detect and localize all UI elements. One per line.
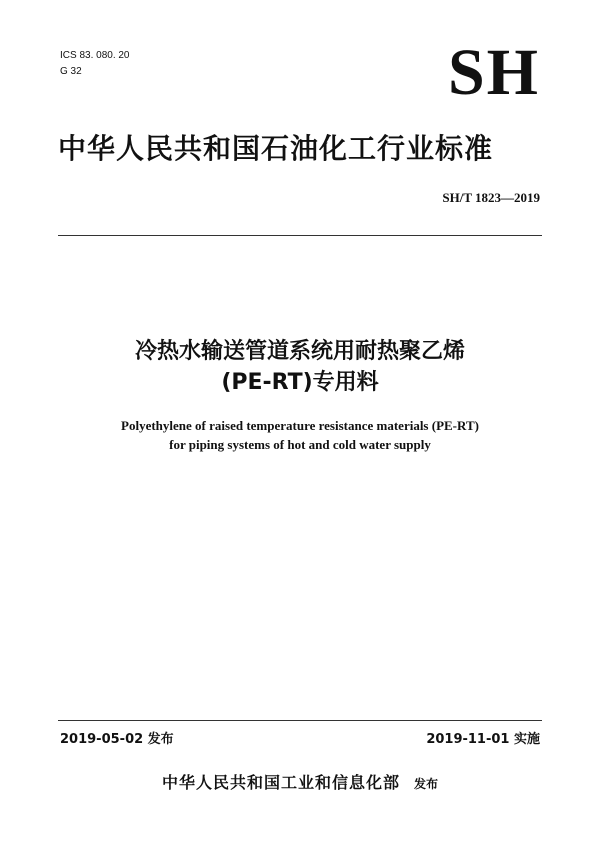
standard-number: SH/T 1823—2019 [442, 190, 540, 205]
document-title-cn-line2: (PE-RT)专用料 [221, 370, 379, 395]
document-title-en-line2: for piping systems of hot and cold water supply [169, 437, 431, 452]
publisher-name: 中华人民共和国工业和信息化部 [161, 773, 400, 792]
ics-code: ICS 83. 080. 20 [60, 50, 130, 61]
ccs-code: G 32 [60, 66, 82, 77]
issue-date: 2019-05-02 发布 [60, 732, 174, 747]
standard-category-title: 中华人民共和国石油化工行业标准 [58, 132, 494, 165]
publisher-line [0, 770, 600, 793]
document-title-cn-line1: 冷热水输送管道系统用耐热聚乙烯 [134, 339, 465, 364]
publish-label: 发布 [414, 777, 439, 791]
standard-mark-logo: SH [447, 36, 540, 109]
footer-divider [58, 720, 542, 721]
implementation-date: 2019-11-01 实施 [426, 732, 540, 747]
document-title-en-line1: Polyethylene of raised temperature resistance materials (PE-RT) [121, 418, 479, 433]
header-divider [58, 235, 542, 236]
